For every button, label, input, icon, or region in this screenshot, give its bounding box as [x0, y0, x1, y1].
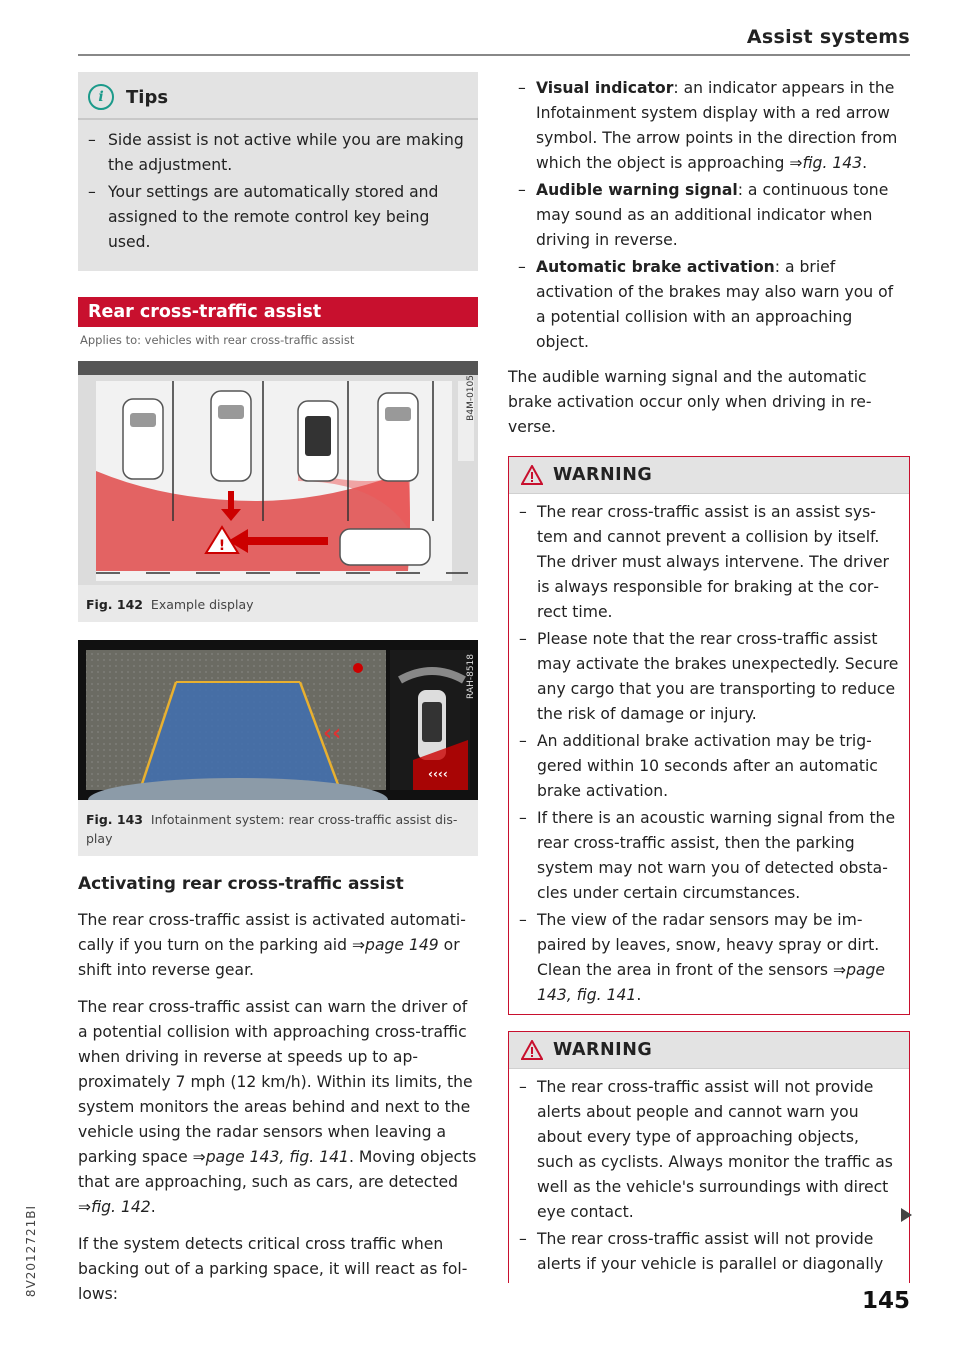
warning-header: [509, 1032, 909, 1069]
figure-caption-text: Example display: [150, 597, 254, 612]
warning-item: [509, 908, 909, 1008]
warning-item: – The rear cross-traffic assist is an assist system and cannot prevent a collision by itself. The driver must always intervene. The driver is always responsible for braking at the correct time.: [509, 500, 909, 625]
text-run: or shift into reverse gear.: [78, 936, 460, 979]
body-paragraph: If the system detects critical cross traffic when backing out of a parking space, it will react as follows:: [78, 1235, 468, 1303]
warning-title: WARNING: [553, 1040, 653, 1060]
body-paragraph: [78, 908, 478, 983]
figure-caption: [78, 589, 478, 622]
warning-triangle-icon: [521, 465, 543, 485]
header-rule: [78, 54, 910, 56]
right-column: [508, 76, 910, 1283]
warning-triangle-icon: [521, 1040, 543, 1060]
text-run: The rear cross-traffic assist can warn the driver of a potential collision with approaching cross-traffic when driving in reverse at speeds up to approximately 7 mph (12 km/h). Within its limits, the system monitors the areas behind and next to the vehicle using the radar sensors when leaving a parking space: [78, 998, 473, 1166]
warning-title: WARNING: [553, 465, 653, 485]
page-reference-link[interactable]: ⇒page 143, fig. 141: [537, 961, 886, 1004]
indicator-item: [508, 178, 910, 253]
text-run: . Moving objects that are approaching, such as cars, are detected: [78, 1148, 477, 1191]
body-paragraph: [78, 995, 478, 1220]
warning-list: [509, 494, 909, 1014]
figure-code: RAH-8518: [466, 654, 476, 699]
page-number: 145: [861, 1288, 910, 1314]
tips-list: [78, 128, 478, 255]
figure-code: B4M-0105: [466, 375, 476, 421]
page-reference-link[interactable]: ⇒page 143, fig. 141: [192, 1148, 349, 1166]
page-reference-link[interactable]: ⇒page 149: [351, 936, 439, 954]
summary-paragraph: The audible warning signal and the automatic brake activation occur only when driving in reverse.: [508, 368, 872, 436]
indicator-term: Visual indicator: [536, 79, 674, 97]
tips-item: – Your settings are automatically stored and assigned to the remote control key being used.: [78, 180, 478, 255]
section-header-title: Assist systems: [746, 26, 910, 48]
warning-item: – Please note that the rear cross-traffic assist may activate the brakes unexpectedly. Secure any cargo that you are transporting to reduce the risk of damage or injury.: [509, 627, 909, 727]
parking-diagram-illustration: [78, 361, 478, 585]
indicator-term: Audible warning signal: [536, 181, 738, 199]
indicator-list: [508, 76, 910, 355]
warning-item: – The rear cross-traffic assist will not provide alerts about people and cannot warn you about every type of approaching objects, such as cyclists. Always monitor the traffic as well as the vehicle's surroundings with direct eye contact.: [509, 1075, 909, 1225]
svg-text:‹‹: ‹‹: [323, 721, 342, 746]
figure-reference-link[interactable]: ⇒fig. 142: [78, 1198, 151, 1216]
infotainment-display-illustration: [78, 640, 478, 800]
figure-142: [78, 361, 478, 622]
figure-143: [78, 640, 478, 856]
text-run: : a continuous tone may sound as an additional indicator when driving in reverse.: [536, 181, 889, 249]
figure-reference-link[interactable]: ⇒fig. 143: [789, 154, 863, 172]
subsection-heading: Activating rear cross-traffic assist: [78, 874, 404, 894]
warning-item: – The rear cross-traffic assist will not provide alerts if your vehicle is parallel or diagonally: [509, 1227, 909, 1277]
document-code: [24, 1205, 48, 1305]
tips-box: [78, 72, 478, 271]
tips-item: – Side assist is not active while you are making the adjustment.: [78, 128, 478, 178]
warning-header: [509, 457, 909, 494]
tips-title: Tips: [126, 86, 169, 108]
figure-label: Fig. 143: [86, 812, 143, 827]
section-title-bar: Rear cross-traffic assist: [78, 297, 478, 327]
warning-item: – If there is an acoustic warning signal from the rear cross-traffic assist, then the parking system may not warn you of detected obstacles under certain circumstances.: [509, 806, 909, 906]
document-code-text: 8V2012721BI: [24, 1205, 38, 1298]
left-column: [78, 72, 478, 1319]
tips-header: [78, 84, 478, 120]
warning-box: [508, 456, 910, 1015]
text-run: The rear cross-traffic assist is activated automatically if you turn on the parking aid: [78, 911, 466, 954]
warning-list: [509, 1069, 909, 1283]
svg-text:‹‹‹‹: ‹‹‹‹: [428, 767, 448, 781]
figure-label: Fig. 142: [86, 597, 143, 612]
text-run: : a brief activation of the brakes may also warn you of a potential collision with an approaching object.: [536, 258, 894, 351]
figure-caption: [78, 804, 478, 856]
info-icon: i: [88, 84, 114, 110]
indicator-term: Automatic brake activation: [536, 258, 775, 276]
text-run: : an indicator appears in the Infotainment system display with a red arrow symbol. The arrow points in the direction from which the object is approaching: [536, 79, 898, 172]
text-run: .: [636, 986, 642, 1004]
text-run: .: [150, 1198, 156, 1216]
svg-text:!: !: [218, 538, 226, 554]
warning-item: – An additional brake activation may be triggered within 10 seconds after an automatic brake activation.: [509, 729, 909, 804]
figure-caption-text: Infotainment system: rear cross-traffic assist display: [86, 812, 458, 846]
applies-to-note: Applies to: vehicles with rear cross-traffic assist: [80, 333, 355, 347]
indicator-item: [508, 255, 910, 355]
indicator-item: [508, 76, 910, 176]
text-run: The view of the radar sensors may be impaired by leaves, snow, heavy spray or dirt. Clean the area in front of the sensors: [537, 911, 880, 979]
text-run: .: [862, 154, 868, 172]
continue-arrow-icon[interactable]: [901, 1208, 912, 1222]
warning-box: [508, 1031, 910, 1283]
